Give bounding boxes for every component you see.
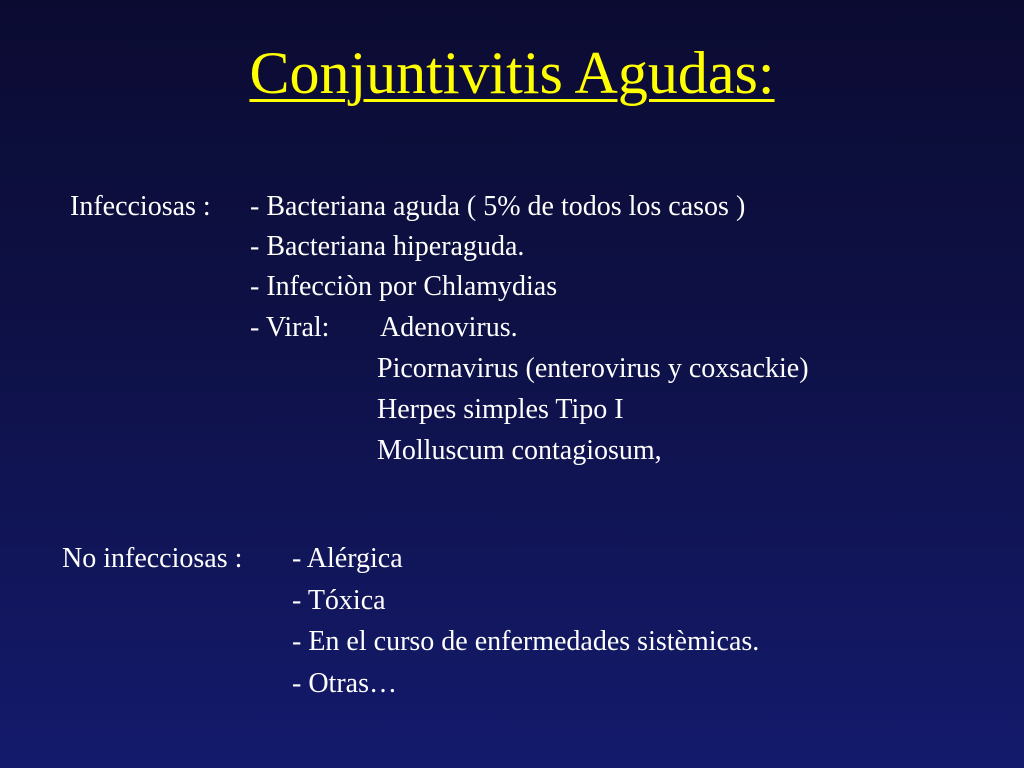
viral-item-2: Picornavirus (enterovirus y coxsackie) <box>377 353 809 384</box>
viral-item-4: Molluscum contagiosum, <box>377 435 662 466</box>
infecciosas-label: Infecciosas : <box>70 191 211 222</box>
viral-item-3: Herpes simples Tipo I <box>377 394 624 425</box>
no-infecciosas-item-4: - Otras… <box>292 668 397 699</box>
viral-item-1: Adenovirus. <box>380 312 518 343</box>
slide-title-text: Conjuntivitis Agudas: <box>249 40 775 106</box>
no-infecciosas-item-2: - Tóxica <box>292 585 386 616</box>
slide-title <box>0 38 1024 108</box>
no-infecciosas-item-1: - Alérgica <box>292 543 403 574</box>
no-infecciosas-item-3: - En el curso de enfermedades sistèmicas. <box>292 626 760 657</box>
infecciosas-item-2: - Bacteriana hiperaguda. <box>250 231 525 262</box>
no-infecciosas-label: No infecciosas : <box>62 543 243 574</box>
infecciosas-item-4: - Viral: <box>250 312 330 343</box>
infecciosas-item-1: - Bacteriana aguda ( 5% de todos los casos ) <box>250 191 746 222</box>
infecciosas-item-3: - Infecciòn por Chlamydias <box>250 271 558 302</box>
